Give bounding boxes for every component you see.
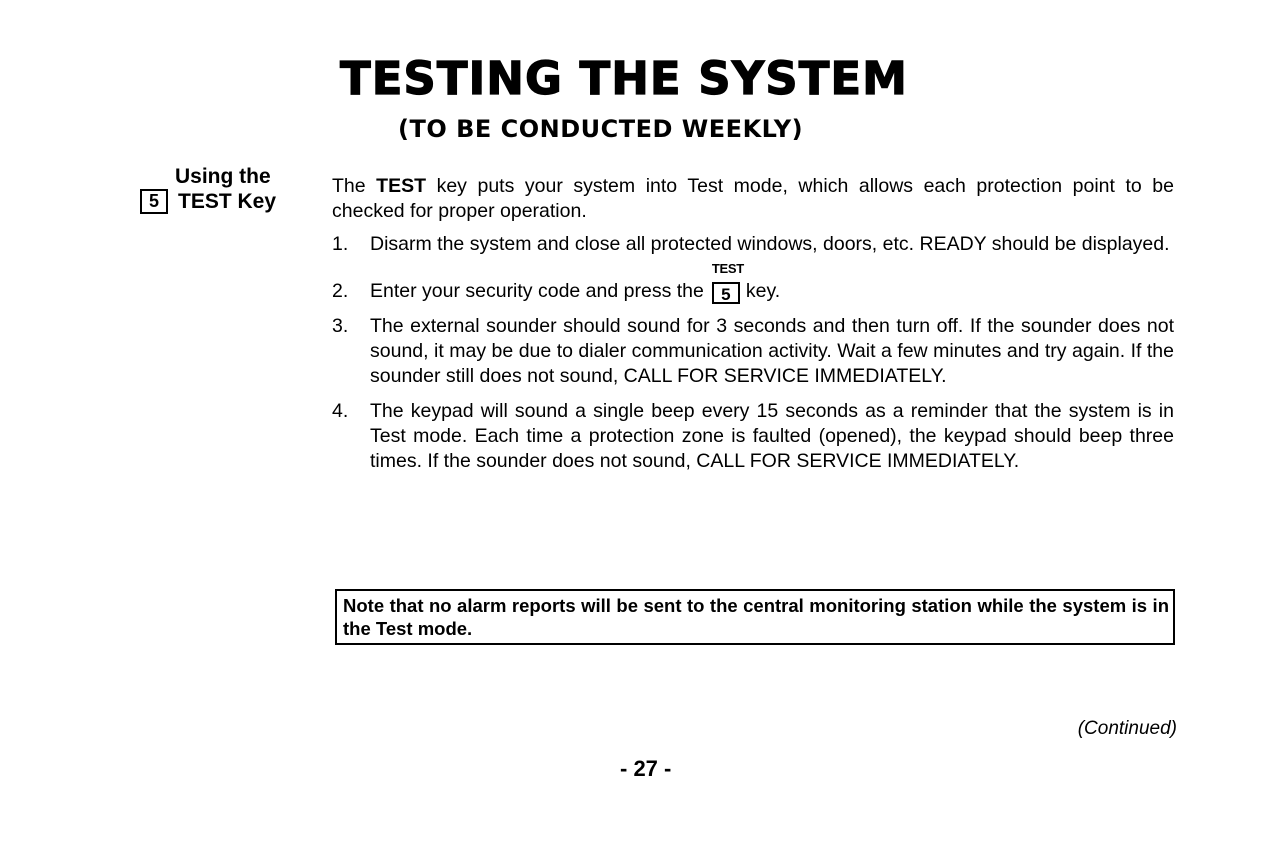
step-number: 2. — [332, 280, 349, 302]
page-title: TESTING THE SYSTEM — [340, 52, 908, 105]
intro-prefix: The — [332, 175, 377, 197]
step-text — [370, 261, 1174, 304]
step-number: 4. — [332, 400, 349, 422]
page-subtitle: (TO BE CONDUCTED WEEKLY) — [398, 115, 804, 143]
step-text: Disarm the system and close all protected windows, doors, etc. READY should be displayed. — [370, 233, 1170, 255]
step-number: 3. — [332, 315, 349, 337]
step-text: The external sounder should sound for 3 seconds and then turn off. If the sounder does not sound, it may be due to dialer communication activity. Wait a few minutes and try again. If the sounder still does not sound, CALL FOR SERVICE IMMEDIATELY. — [370, 315, 1174, 387]
side-heading-key-label: TEST Key — [178, 190, 277, 213]
test-key-icon — [711, 261, 744, 304]
intro-key-word: TEST — [376, 175, 427, 197]
step-number: 1. — [332, 233, 349, 255]
step-text: The keypad will sound a single beep every 15 seconds as a reminder that the system is in Test mode. Each time a protection zone is faulted (opened), the keypad should beep three times. If the sounder does not sound, CALL FOR SERVICE IMMEDIATELY. — [370, 400, 1174, 472]
side-heading-line2 — [140, 189, 300, 214]
key-5-icon: 5 — [140, 189, 168, 214]
steps-list — [332, 232, 1174, 474]
side-heading-line1: Using the — [175, 165, 271, 188]
step-2-before: Enter your security code and press the — [370, 280, 704, 302]
continued-label: (Continued) — [1077, 718, 1177, 739]
step-3 — [332, 314, 1174, 389]
page-number: - 27 - — [620, 756, 672, 781]
note-box: Note that no alarm reports will be sent to the central monitoring station while the system is in the Test mode. — [335, 589, 1175, 645]
test-key-number: 5 — [721, 285, 731, 304]
intro-paragraph — [332, 174, 1174, 224]
instructions — [332, 174, 1174, 484]
intro-rest: key puts your system into Test mode, which allows each protection point to be checked for proper operation. — [332, 175, 1174, 222]
side-heading — [140, 164, 300, 214]
step-4 — [332, 399, 1174, 474]
test-key-label: TEST — [711, 261, 744, 276]
step-2 — [332, 261, 1174, 304]
step-1 — [332, 232, 1174, 257]
step-2-after: key. — [745, 280, 781, 302]
